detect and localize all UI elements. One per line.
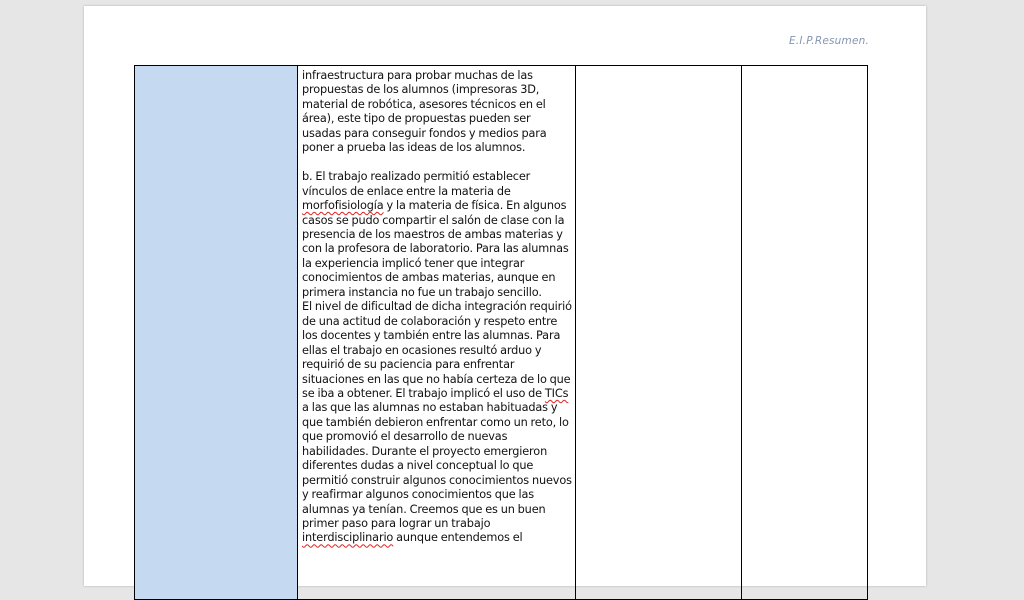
paragraph-text: b. El trabajo realizado permitió establecer vínculos de enlace entre la materia de [302,170,531,198]
text-cell[interactable] [298,66,576,600]
paragraph-text: El nivel de dificultad de dicha integración requirió de una actitud de colaboración y respeto entre los docentes y también entre las alumnas. Para ellas el trabajo en ocasiones resultó arduo y requirió de su paciencia para enfrentar situaciones en las que no había certeza de lo que se iba a obtener. El trabajo implicó el uso de [302,300,572,400]
misspelled-word[interactable]: interdisciplinario [302,531,394,545]
misspelled-word[interactable]: morfofisiología [302,199,384,213]
shaded-cell[interactable] [135,66,298,600]
paragraph-nivel-dificultad [302,300,572,546]
paragraph-trabajo-realizado [302,170,572,300]
paragraph-text: a las que las alumnas no estaban habituadas y que también debieron enfrentar como un reto, lo que promovió el desarrollo de nuevas habilidades. Durante el proyecto emergieron diferentes dudas a nivel conceptual lo que permitió construir algunos conocimientos nuevos y reafirmar algunos conocimientos que las alumnas ya tenían. Creemos que es un buen primer paso para lograr un trabajo [302,401,572,531]
blank-line [302,156,572,170]
content-table [134,65,868,600]
page-header: E.I.P.Resumen. [789,35,869,47]
empty-cell[interactable] [742,66,868,600]
document-page [84,6,926,586]
paragraph-infraestructura: infraestructura para probar muchas de las propuestas de los alumnos (impresoras 3D, material de robótica, asesores técnicos en el área), este tipo de propuestas pueden ser usadas para conseguir fondos y medios para poner a prueba las ideas de los alumnos. [302,69,547,155]
empty-cell[interactable] [576,66,742,600]
paragraph-text: y la materia de física. En algunos casos se pudo compartir el salón de clase con la presencia de los maestros de ambas materias y con la profesora de laboratorio. Para las alumnas la experiencia implicó tener que integrar conocimientos de ambas materias, aunque en primera instancia no fue un trabajo sencillo. [302,199,569,299]
paragraph-text: aunque entendemos el [393,531,523,545]
table-row [135,66,868,600]
misspelled-word[interactable]: TICs [544,386,569,400]
